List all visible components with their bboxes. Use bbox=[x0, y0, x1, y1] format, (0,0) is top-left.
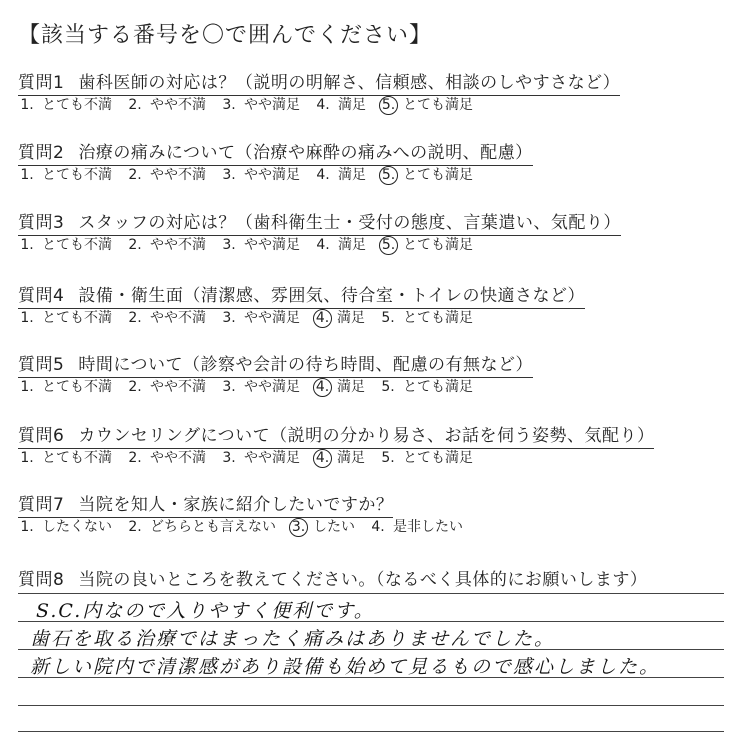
option-number: 2. bbox=[128, 450, 142, 466]
option-number: 5. bbox=[381, 379, 395, 395]
option-label: やや不満 bbox=[150, 167, 206, 183]
option-label: したくない bbox=[42, 519, 112, 535]
option-number: 1. bbox=[20, 519, 34, 535]
answer-option[interactable] bbox=[128, 164, 206, 185]
answer-option[interactable] bbox=[128, 516, 276, 537]
circled-option-number: 4. bbox=[313, 378, 332, 397]
question-text: 時間について（診察や会計の待ち時間、配慮の有無など） bbox=[78, 355, 533, 375]
answer-option[interactable] bbox=[222, 94, 300, 115]
question-label: 質問8 bbox=[18, 570, 65, 590]
answer-option[interactable] bbox=[381, 376, 473, 397]
option-label: やや不満 bbox=[150, 97, 206, 113]
option-label: とても満足 bbox=[403, 167, 473, 183]
answer-option[interactable] bbox=[128, 307, 206, 328]
handwritten-answer: S.C.内なので入りやすく便利です。 bbox=[36, 600, 375, 622]
answer-options bbox=[20, 516, 479, 537]
answer-option[interactable] bbox=[128, 376, 206, 397]
handwritten-answer: 歯石を取る治療ではまったく痛みはありませんでした。 bbox=[30, 628, 556, 650]
answer-option[interactable] bbox=[128, 94, 206, 115]
question-5 bbox=[18, 350, 533, 378]
question-label: 質問7 bbox=[18, 495, 65, 515]
option-number: 2. bbox=[128, 519, 142, 535]
option-number: 3. bbox=[222, 450, 236, 466]
question-8 bbox=[18, 565, 647, 592]
option-number: 3. bbox=[222, 97, 236, 113]
answer-option[interactable] bbox=[316, 164, 366, 185]
answer-option[interactable] bbox=[20, 447, 112, 468]
question-text: 歯科医師の対応は？（説明の明解さ、信頼感、相談のしやすさなど） bbox=[78, 73, 621, 93]
circled-option-number: 5. bbox=[379, 96, 398, 115]
answer-option[interactable] bbox=[128, 234, 206, 255]
option-label: したい bbox=[313, 519, 355, 535]
option-label: とても満足 bbox=[403, 379, 473, 395]
option-number: 1. bbox=[20, 379, 34, 395]
answer-option[interactable] bbox=[371, 516, 463, 537]
answer-option[interactable] bbox=[381, 307, 473, 328]
answer-option[interactable] bbox=[20, 516, 112, 537]
option-number: 2. bbox=[128, 379, 142, 395]
option-label: 満足 bbox=[337, 450, 365, 466]
writing-line bbox=[18, 705, 724, 706]
question-label: 質問2 bbox=[18, 143, 65, 163]
option-label: やや満足 bbox=[244, 167, 300, 183]
option-label: やや満足 bbox=[244, 379, 300, 395]
option-number: 1. bbox=[20, 97, 34, 113]
circled-option-number: 5. bbox=[379, 236, 398, 255]
answer-option[interactable] bbox=[20, 94, 112, 115]
answer-option-selected[interactable] bbox=[292, 516, 355, 537]
answer-option[interactable] bbox=[128, 447, 206, 468]
option-number: 5. bbox=[381, 450, 395, 466]
answer-option[interactable] bbox=[222, 164, 300, 185]
answer-option[interactable] bbox=[20, 234, 112, 255]
answer-option-selected[interactable] bbox=[316, 376, 365, 397]
answer-options bbox=[20, 94, 489, 115]
answer-option[interactable] bbox=[222, 447, 300, 468]
option-label: やや満足 bbox=[244, 97, 300, 113]
circled-option-number: 5. bbox=[379, 166, 398, 185]
answer-option-selected[interactable] bbox=[316, 307, 365, 328]
option-label: 満足 bbox=[337, 379, 365, 395]
answer-option-selected[interactable] bbox=[382, 94, 473, 115]
option-label: どちらとも言えない bbox=[150, 519, 276, 535]
question-label: 質問4 bbox=[18, 286, 65, 306]
option-number: 1. bbox=[20, 450, 34, 466]
question-text: スタッフの対応は？（歯科衛生士・受付の態度、言葉遣い、気配り） bbox=[78, 213, 621, 233]
answer-options bbox=[20, 307, 489, 328]
question-text: 当院の良いところを教えてください。（なるべく具体的にお願いします） bbox=[78, 570, 648, 590]
option-label: やや不満 bbox=[150, 379, 206, 395]
option-label: やや不満 bbox=[150, 237, 206, 253]
question-text: カウンセリングについて（説明の分かり易さ、お話を伺う姿勢、気配り） bbox=[78, 426, 655, 446]
option-number: 3. bbox=[222, 237, 236, 253]
option-label: とても不満 bbox=[42, 450, 112, 466]
option-label: とても満足 bbox=[403, 237, 473, 253]
question-text: 当院を知人・家族に紹介したいですか？ bbox=[78, 495, 394, 515]
option-label: 満足 bbox=[337, 310, 365, 326]
question-2 bbox=[18, 138, 533, 166]
option-number: 4. bbox=[316, 97, 330, 113]
form-title: 【該当する番号を〇で囲んでください】 bbox=[18, 23, 433, 48]
circled-option-number: 4. bbox=[313, 449, 332, 468]
answer-option[interactable] bbox=[381, 447, 473, 468]
option-number: 3. bbox=[222, 167, 236, 183]
answer-option[interactable] bbox=[222, 234, 300, 255]
option-number: 4. bbox=[316, 237, 330, 253]
option-number: 2. bbox=[128, 310, 142, 326]
answer-option-selected[interactable] bbox=[316, 447, 365, 468]
writing-line bbox=[18, 731, 724, 732]
option-label: 満足 bbox=[338, 237, 366, 253]
option-label: やや不満 bbox=[150, 310, 206, 326]
option-label: とても満足 bbox=[403, 450, 473, 466]
question-text: 設備・衛生面（清潔感、雰囲気、待合室・トイレの快適さなど） bbox=[78, 286, 585, 306]
answer-option-selected[interactable] bbox=[382, 164, 473, 185]
answer-option[interactable] bbox=[20, 307, 112, 328]
option-number: 1. bbox=[20, 167, 34, 183]
option-label: やや満足 bbox=[244, 310, 300, 326]
option-number: 4. bbox=[316, 167, 330, 183]
circled-option-number: 3. bbox=[289, 518, 308, 537]
option-label: 是非したい bbox=[393, 519, 463, 535]
option-label: とても不満 bbox=[42, 167, 112, 183]
answer-option[interactable] bbox=[316, 94, 366, 115]
question-3 bbox=[18, 208, 621, 236]
question-1 bbox=[18, 68, 620, 96]
question-label: 質問6 bbox=[18, 426, 65, 446]
question-label: 質問3 bbox=[18, 213, 65, 233]
option-number: 4. bbox=[371, 519, 385, 535]
question-label: 質問1 bbox=[18, 73, 65, 93]
option-number: 2. bbox=[128, 167, 142, 183]
option-label: やや満足 bbox=[244, 450, 300, 466]
option-label: とても満足 bbox=[403, 310, 473, 326]
question-text: 治療の痛みについて（治療や麻酔の痛みへの説明、配慮） bbox=[78, 143, 533, 163]
handwritten-answer: 新しい院内で清潔感があり設備も始めて見るもので感心しました。 bbox=[30, 656, 661, 678]
option-label: とても不満 bbox=[42, 97, 112, 113]
option-label: とても満足 bbox=[403, 97, 473, 113]
option-label: やや満足 bbox=[244, 237, 300, 253]
option-number: 3. bbox=[222, 379, 236, 395]
question-7 bbox=[18, 490, 393, 518]
option-label: とても不満 bbox=[42, 379, 112, 395]
answer-option[interactable] bbox=[20, 376, 112, 397]
circled-option-number: 4. bbox=[313, 309, 332, 328]
answer-options bbox=[20, 376, 489, 397]
answer-options bbox=[20, 447, 489, 468]
option-number: 1. bbox=[20, 237, 34, 253]
answer-options bbox=[20, 164, 489, 185]
option-label: とても不満 bbox=[42, 310, 112, 326]
option-number: 1. bbox=[20, 310, 34, 326]
option-number: 3. bbox=[222, 310, 236, 326]
option-label: とても不満 bbox=[42, 237, 112, 253]
answer-option[interactable] bbox=[316, 234, 366, 255]
answer-option[interactable] bbox=[20, 164, 112, 185]
question-4 bbox=[18, 281, 585, 309]
option-label: 満足 bbox=[338, 167, 366, 183]
option-label: 満足 bbox=[338, 97, 366, 113]
option-number: 2. bbox=[128, 237, 142, 253]
answer-option[interactable] bbox=[222, 376, 300, 397]
question-6 bbox=[18, 421, 654, 449]
answer-option[interactable] bbox=[222, 307, 300, 328]
option-label: やや不満 bbox=[150, 450, 206, 466]
option-number: 5. bbox=[381, 310, 395, 326]
writing-line bbox=[18, 593, 724, 594]
option-number: 2. bbox=[128, 97, 142, 113]
question-label: 質問5 bbox=[18, 355, 65, 375]
answer-option-selected[interactable] bbox=[382, 234, 473, 255]
answer-options bbox=[20, 234, 489, 255]
